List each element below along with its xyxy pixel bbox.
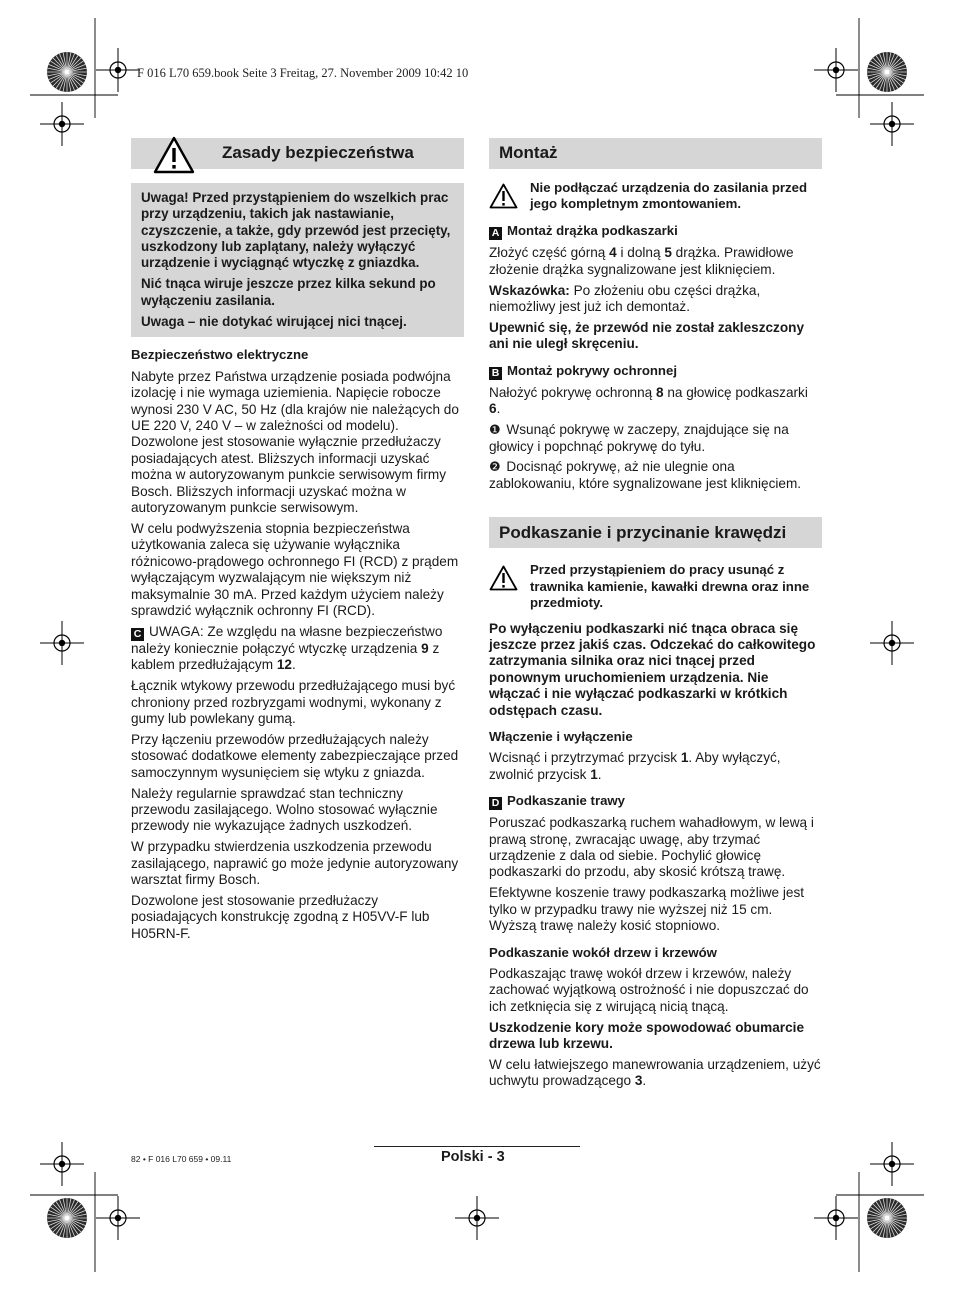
trimming-warning [489,562,822,611]
paragraph: Łącznik wtykowy przewodu przedłużającego musi być chroniony przed rozbryzgami wodnymi, wykonany z gumy lub powlekany gumą. [131,678,456,726]
section-header-safety [131,138,464,169]
document-code: 82 • F 016 L70 659 • 09.11 [131,1154,232,1164]
paragraph: Nabyte przez Państwa urządzenie posiada podwójna izolację i nie wymaga uziemienia. Napięcie robocze wynosi 230 V AC, 50 Hz (dla krajów nie należących do UE 220 V, 240 V – w zależności od modelu). Dozwolone jest stosowanie wyłącznie przedłużaczy posiadających atest. Bliższych informacji uzyskać można w autoryzowanym punkcie serwisowym firmy Bosch. Bliższych informacji uzyskać można w autoryzowanym punkcie serwisowym. [131,368,459,516]
paragraph: Efektywne koszenie trawy podkaszarką możliwe jest tylko w przypadku trawy nie wyższej niż 15 cm. Wyższą trawę należy kosić stopniowo. [489,885,805,934]
paragraph: W celu łatwiejszego manewrowania urządzeniem, użyć uchwytu prowadzącego 3. [489,1056,821,1089]
step-1: ❶ Wsunąć pokrywę w zaczepy, znajdujące się na głowicy i popchnąć pokrywę do tyłu. [489,422,789,454]
warning-triangle-icon [489,183,518,209]
paragraph-bold: Po wyłączeniu podkaszarki nić tnąca obraca się jeszcze przez jakiś czas. Odczekać do całkowitego zatrzymania silnika oraz nici tnącej przed ponownym uruchomieniem urządzenia. Nie włączać i nie wyłączać podkaszarki w krótkich odstępach czasu. [489,620,816,718]
paragraph: Dozwolone jest stosowanie przedłużaczy posiadających konstrukcję zgodną z H05VV-F lub H05RN-F. [131,893,430,941]
assembly-warning [489,180,822,213]
subheading-grass-trimming: D Podkaszanie trawy [489,793,822,810]
file-info-header: F 016 L70 659.book Seite 3 Freitag, 27. November 2009 10:42 10 [137,66,469,80]
section-title-trimming: Podkaszanie i przycinanie krawędzi [499,522,787,542]
paragraph-bold: Upewnić się, że przewód nie został zakleszczony ani nie uległ skręceniu. [489,320,805,352]
page-number: Polski - 3 [441,1149,505,1165]
step-number-icon: ❶ [489,422,501,438]
warning-text: Przed przystąpieniem do pracy usunąć z trawnika kamienie, kawałki drewna oraz inne przedmioty. [530,562,810,611]
section-header-assembly [489,138,822,169]
section-title-assembly: Montaż [499,143,558,163]
right-column [489,138,822,1094]
step-2: ❷ Docisnąć pokrywę, aż nie ulegnie ona zablokowaniu, które sygnalizowane jest kliknięciem. [489,459,802,491]
step-number-icon: ❷ [489,459,501,475]
subheading-guard-assembly: B Montaż pokrywy ochronnej [489,363,822,380]
paragraph: Należy regularnie sprawdzać stan techniczny przewodu zasilającego. Wolno stosować wyłącznie przewody nie wykazujące żadnych uszkodzeń. [131,785,438,834]
section-title-safety: Zasady bezpieczeństwa [222,143,414,163]
subheading-electric-safety: Bezpieczeństwo elektryczne [131,347,309,363]
subheading-shaft-assembly: A Montaż drążka podkaszarki [489,223,822,240]
section-header-trimming [489,517,822,548]
paragraph: Przy łączeniu przewodów przedłużających należy stosować dodatkowe elementy zabezpieczające przed samoczynnym wysunięciem się wtyku z gniazda. [131,731,459,780]
paragraph: Poruszać podkaszarką ruchem wahadłowym, w lewą i prawą stronę, zwracając uwagę, aby trzymać urządzenie z dala od siebie. Pochylić głowicę podkaszarki do przodu, aby skosić krótszą trawę. [489,815,814,880]
paragraph-c-notice: C UWAGA: Ze względu na własne bezpieczeństwo należy koniecznie połączyć wtyczkę urządzenia 9 z kablem przedłużającym 12. [131,623,443,673]
paragraph-bold: Uszkodzenie kory może spowodować obumarcie drzewa lub krzewu. [489,1019,804,1052]
figure-letter-badge: C [131,628,144,641]
paragraph: Podkaszając trawę wokół drzew i krzewów, należy zachować wyjątkową ostrożność i nie dopuszczać do ich zetknięcia się z wirującą nicią tnącą. [489,965,809,1014]
paragraph: W celu podwyższenia stopnia bezpieczeństwa użytkowania zaleca się używanie wyłącznika różnicowo-prądowego ochronnego FI (RCD) z prądem wyłączającym wyzwalającym nie większym niż maksymalnie 30 mA. Przed każdym użyciem należy sprawdzić wyłącznik ochronny FI (RCD). [131,520,459,618]
subheading-trees: Podkaszanie wokół drzew i krzewów [489,944,717,960]
figure-letter-badge: B [489,367,502,380]
subheading-on-off: Włączenie i wyłączenie [489,728,633,744]
warning-text: Nie podłączać urządzenia do zasilania przed jego kompletnym zmontowaniem. [530,180,808,212]
safety-warning-box [131,183,464,337]
warning-text: Nić tnąca wiruje jeszcze przez kilka sekund po wyłączeniu zasilania. [141,276,436,308]
paragraph: Złożyć część górną 4 i dolną 5 drążka. Prawidłowe złożenie drążka sygnalizowane jest kliknięciem. [489,245,794,277]
paragraph-note: Wskazówka: Po złożeniu obu części drążka, niemożliwy jest już ich demontaż. [489,282,761,315]
paragraph: Nałożyć pokrywę ochronną 8 na głowicę podkaszarki 6. [489,384,808,417]
paragraph: Wcisnąć i przytrzymać przycisk 1. Aby wyłączyć, zwolnić przycisk 1. [489,750,781,782]
figure-letter-badge: A [489,227,502,240]
warning-triangle-icon [489,565,518,591]
figure-letter-badge: D [489,797,502,810]
warning-text: Uwaga! Przed przystąpieniem do wszelkich prac przy urządzeniu, takich jak nastawianie, czyszczenie, a także, gdy przewód jest przecięty, uszkodzony lub zaplątany, należy wyłączyć urządzenie i wyciągnąć wtyczkę z gniazdka. [141,190,451,271]
warning-text: Uwaga – nie dotykać wirującej nici tnącej. [141,314,407,330]
left-column [131,138,464,947]
footer-rule [374,1146,580,1147]
warning-triangle-icon [153,136,195,174]
paragraph: W przypadku stwierdzenia uszkodzenia przewodu zasilającego, naprawić go może jedynie autoryzowany warsztat firmy Bosch. [131,839,459,888]
